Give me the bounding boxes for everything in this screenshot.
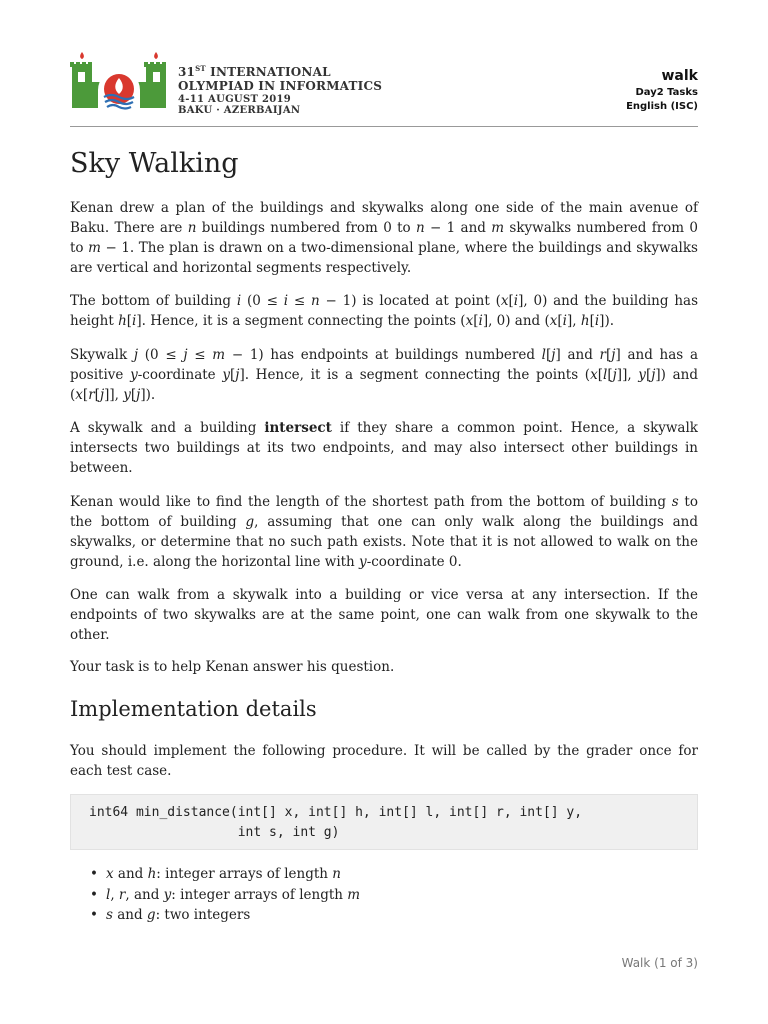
page-footer: Walk (1 of 3) bbox=[621, 956, 698, 970]
paragraph-walk-rules: One can walk from a skywalk into a building or vice versa at any intersection. If the endpoints of two skywalks are at the same point, one can walk from one skywalk to the other. bbox=[70, 587, 698, 643]
function-signature: int64 min_distance(int[] x, int[] h, int[] l, int[] r, int[] y, int s, int g) bbox=[89, 805, 583, 840]
olympiad-name bbox=[178, 62, 382, 116]
task-day: Day2 Tasks bbox=[635, 87, 698, 98]
task-language: English (ISC) bbox=[626, 101, 698, 112]
olympiad-location: BAKU · AZERBAIJAN bbox=[178, 105, 301, 116]
paragraph-skywalks: Skywalk j (0 ≤ j ≤ m − 1) has endpoints at buildings numbered l[j] and r[j] and has a positive y-coordinate y[j]. Hence, it is a segment connecting the points (x[l[j]], y[j]) and (x[r[j]], y[j]). bbox=[70, 347, 698, 403]
paragraph-task-goal: Kenan would like to find the length of the shortest path from the bottom of building s to the bottom of building g, assuming that one can only walk along the buildings and skywalks, or determine that no such path exists. Note that it is not allowed to walk on the ground, i.e. along the horizontal line with y-coordinate 0. bbox=[70, 494, 698, 570]
olympiad-edition: 31ST INTERNATIONAL bbox=[178, 64, 331, 79]
section-implementation-details: Implementation details bbox=[70, 697, 317, 721]
paragraph-procedure-intro: You should implement the following procedure. It will be called by the grader once for each test case. bbox=[70, 743, 698, 779]
olympiad-dates: 4-11 AUGUST 2019 bbox=[178, 94, 292, 105]
paragraph-buildings: The bottom of building i (0 ≤ i ≤ n − 1) is located at point (x[i], 0) and the building has height h[i]. Hence, it is a segment connecting the points (x[i], 0) and (x[i], h[i]). bbox=[70, 293, 698, 329]
task-name: walk bbox=[661, 68, 698, 84]
olympiad-title: OLYMPIAD IN INFORMATICS bbox=[178, 79, 383, 93]
parameter-list bbox=[70, 864, 686, 926]
paragraph-intro: Kenan drew a plan of the buildings and skywalks along one side of the main avenue of Baku. There are n buildings numbered from 0 to n − 1 and m skywalks numbered from 0 to m − 1. The plan is drawn on a two-dimensional plane, where the buildings and skywalks are vertical and horizontal segments respectively. bbox=[70, 200, 699, 276]
list-item-l-r-y: • l, r, and y: integer arrays of length m bbox=[106, 885, 686, 906]
paragraph-intersect: A skywalk and a building intersect if they share a common point. Hence, a skywalk intersects two buildings at its two endpoints, and may also intersect other buildings in between. bbox=[70, 420, 698, 476]
list-item-x-h: • x and h: integer arrays of length n bbox=[106, 864, 686, 885]
page-header bbox=[70, 48, 698, 127]
list-item-s-g: • s and g: two integers bbox=[106, 905, 686, 926]
ioi-2019-logo bbox=[70, 48, 170, 114]
paragraph-your-task: Your task is to help Kenan answer his question. bbox=[70, 659, 395, 675]
code-block bbox=[70, 794, 698, 850]
page-title: Sky Walking bbox=[70, 148, 239, 179]
task-meta bbox=[626, 66, 698, 114]
